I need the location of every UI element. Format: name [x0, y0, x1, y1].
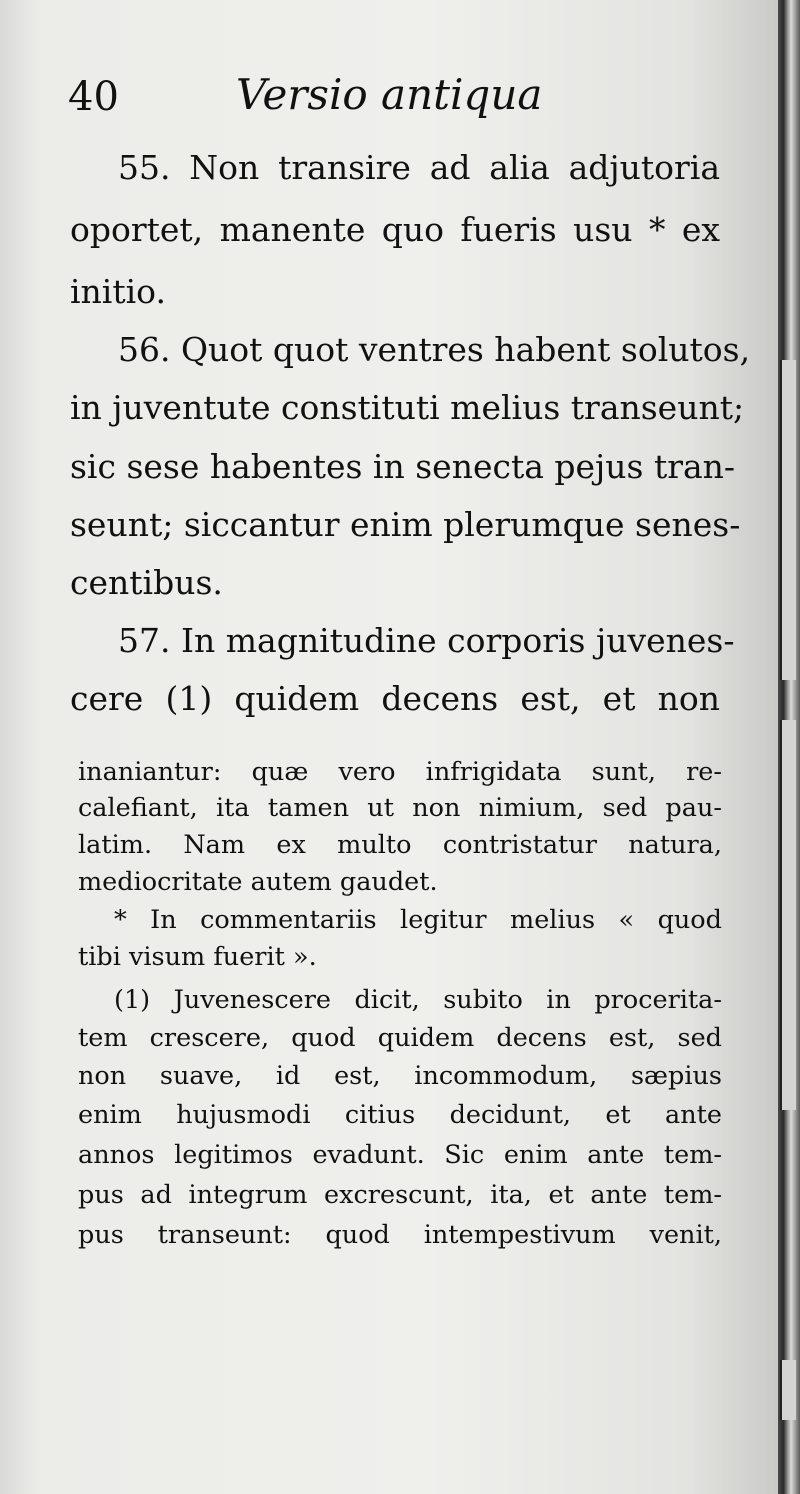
text-line: oportet, manente quo fueris usu * ex: [70, 210, 720, 249]
note-line: non suave, id est, incommodum, sæpius: [78, 1061, 722, 1091]
page-number: 40: [68, 74, 119, 120]
note-line: (1) Juvenescere dicit, subito in procerita-: [114, 985, 722, 1015]
running-title: Versio antiqua: [236, 70, 543, 119]
note-line: inaniantur: quæ vero infrigidata sunt, re-: [78, 757, 722, 787]
note-line: annos legitimos evadunt. Sic enim ante tem-: [78, 1140, 722, 1170]
page-edge-strip: [780, 720, 796, 1110]
text-line: centibus.: [70, 563, 223, 602]
note-line: enim hujusmodi citius decidunt, et ante: [78, 1100, 722, 1130]
note-line: mediocritate autem gaudet.: [78, 867, 438, 897]
page-edge-strip: [780, 360, 796, 680]
text-line: 55. Non transire ad alia adjutoria: [118, 148, 720, 187]
page-header: [68, 70, 728, 130]
note-line: tibi visum fuerit ».: [78, 942, 317, 972]
text-line: 57. In magnitudine corporis juvenes-: [118, 621, 735, 660]
text-line: initio.: [70, 272, 166, 311]
book-spine-edge: [778, 0, 800, 1494]
note-line: tem crescere, quod quidem decens est, sed: [78, 1023, 722, 1053]
text-line: 56. Quot quot ventres habent solutos,: [118, 330, 751, 369]
text-line: sic sese habentes in senecta pejus tran-: [70, 447, 736, 486]
text-line: in juventute constituti melius transeunt;: [70, 388, 745, 427]
note-line: pus transeunt: quod intempestivum venit,: [78, 1220, 722, 1250]
text-line: seunt; siccantur enim plerumque senes-: [70, 505, 741, 544]
note-line: calefiant, ita tamen ut non nimium, sed pau-: [78, 793, 722, 823]
page-edge-strip: [780, 1360, 796, 1420]
note-line: * In commentariis legitur melius « quod: [114, 905, 722, 935]
note-line: latim. Nam ex multo contristatur natura,: [78, 830, 722, 860]
note-line: pus ad integrum excrescunt, ita, et ante tem-: [78, 1180, 722, 1210]
text-line: cere (1) quidem decens est, et non: [70, 679, 720, 718]
